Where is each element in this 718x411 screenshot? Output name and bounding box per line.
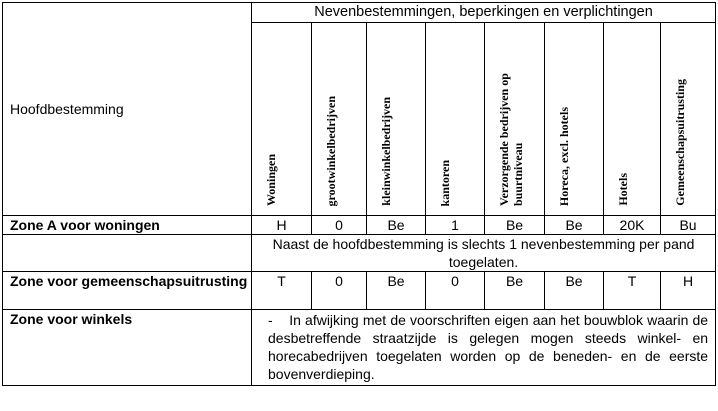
table-row-zone-a-note <box>3 235 716 272</box>
zone-label: Zone A voor woningen <box>3 216 252 235</box>
zone-winkels-note: - In afwijking met de voorschriften eigen aan het bouwblok waarin de desbetreffende straatzijde is gelegen mogen steeds winkel- en horecabedrijven toegelaten worden op de beneden- en de eerste bovenverdieping. <box>252 310 716 386</box>
cell-value: Be <box>485 272 545 310</box>
column-header-grootwinkelbedrijven: grootwinkelbedrijven <box>312 23 367 216</box>
header-row-1 <box>3 3 716 23</box>
cell-value: 1 <box>426 216 485 235</box>
cell-value: Be <box>545 272 604 310</box>
main-destination-header: Hoofdbestemming <box>3 3 252 216</box>
table-row-zone-gemeenschap <box>3 272 716 310</box>
table-row-zone-a <box>3 216 716 235</box>
zoning-table <box>2 2 716 386</box>
cell-value: Be <box>367 272 426 310</box>
cell-value: 0 <box>312 272 367 310</box>
column-header-gemeenschapsuitrusting: Gemeenschapsuitrusting <box>661 23 716 216</box>
cell-value: 20K <box>604 216 661 235</box>
cell-value: Be <box>367 216 426 235</box>
column-header-verzorgende-bedrijven: Verzorgende bedrijven op buurtniveau <box>485 23 545 216</box>
column-header-horeca: Horeca, excl. hotels <box>545 23 604 216</box>
cell-value: Be <box>485 216 545 235</box>
zone-label: Zone voor winkels <box>3 310 252 386</box>
zone-a-note: Naast de hoofdbestemming is slechts 1 nevenbestemming per pand toegelaten. <box>252 235 716 272</box>
secondary-destination-header: Nevenbestemmingen, beperkingen en verplichtingen <box>252 3 716 23</box>
cell-value: H <box>661 272 716 310</box>
cell-value: 0 <box>426 272 485 310</box>
cell-value: T <box>252 272 312 310</box>
empty-cell <box>3 235 252 272</box>
cell-value: T <box>604 272 661 310</box>
zone-label: Zone voor gemeenschapsuitrusting <box>3 272 252 310</box>
column-header-kleinwinkelbedrijven: kleinwinkelbedrijven <box>367 23 426 216</box>
cell-value: H <box>252 216 312 235</box>
column-header-woningen: Woningen <box>252 23 312 216</box>
table-row-zone-winkels <box>3 310 716 386</box>
cell-value: Be <box>545 216 604 235</box>
column-header-kantoren: kantoren <box>426 23 485 216</box>
cell-value: Bu <box>661 216 716 235</box>
column-header-hotels: Hotels <box>604 23 661 216</box>
cell-value: 0 <box>312 216 367 235</box>
